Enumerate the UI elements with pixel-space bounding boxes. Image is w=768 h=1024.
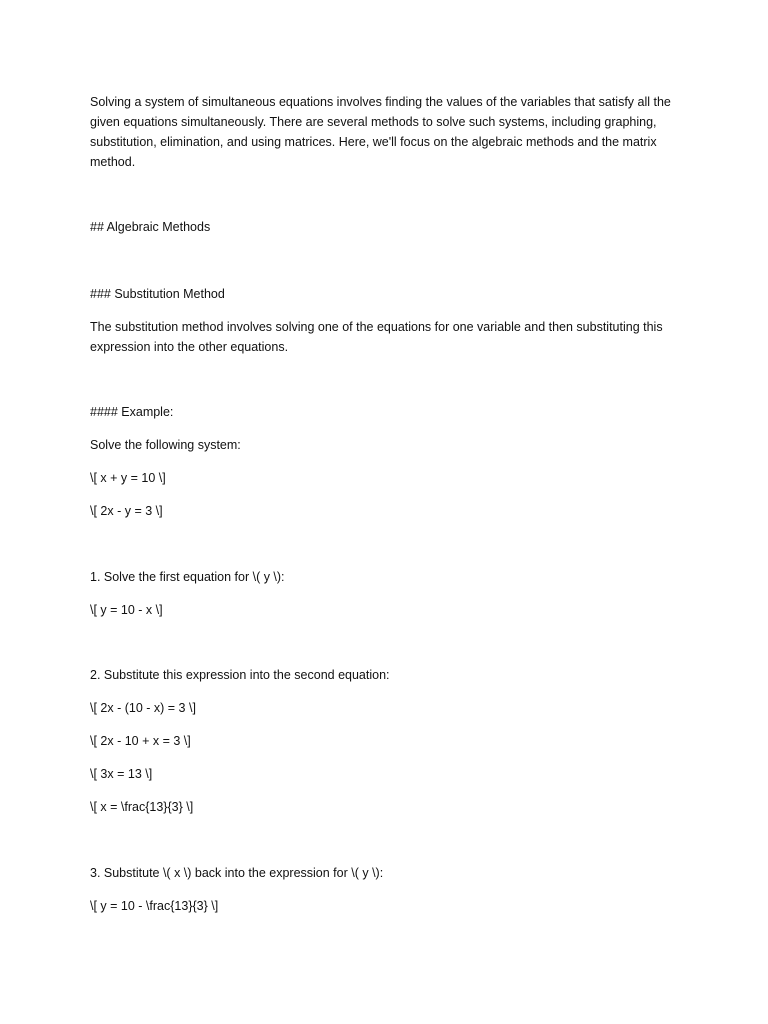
step-3: 3. Substitute \( x \) back into the expression for \( y \): [90,866,384,880]
step-2-equation-3: \[ 3x = 13 \] [90,767,153,781]
intro-line-4: method. [90,155,136,169]
solve-prompt: Solve the following system: [90,438,241,452]
intro-line-1: Solving a system of simultaneous equations involves finding the values of the variables that satisfy all the [90,95,671,109]
intro-line-3: substitution, elimination, and using matrices. Here, we'll focus on the algebraic methods and the matrix [90,135,657,149]
intro-line-2: given equations simultaneously. There are several methods to solve such systems, including graphing, [90,115,657,129]
heading-algebraic-methods: ## Algebraic Methods [90,220,211,234]
step-2-equation-4: \[ x = \frac{13}{3} \] [90,800,194,814]
step-2-equation-1: \[ 2x - (10 - x) = 3 \] [90,701,196,715]
substitution-desc-line-2: expression into the other equations. [90,340,289,354]
step-2-equation-2: \[ 2x - 10 + x = 3 \] [90,734,191,748]
equation-1: \[ x + y = 10 \] [90,471,166,485]
step-1: 1. Solve the first equation for \( y \): [90,570,285,584]
step-1-equation: \[ y = 10 - x \] [90,603,163,617]
equation-2: \[ 2x - y = 3 \] [90,504,163,518]
step-2: 2. Substitute this expression into the second equation: [90,668,390,682]
step-3-equation: \[ y = 10 - \frac{13}{3} \] [90,899,219,913]
substitution-desc-line-1: The substitution method involves solving one of the equations for one variable and then substituting this [90,320,663,334]
heading-substitution-method: ### Substitution Method [90,287,225,301]
heading-example: #### Example: [90,405,174,419]
